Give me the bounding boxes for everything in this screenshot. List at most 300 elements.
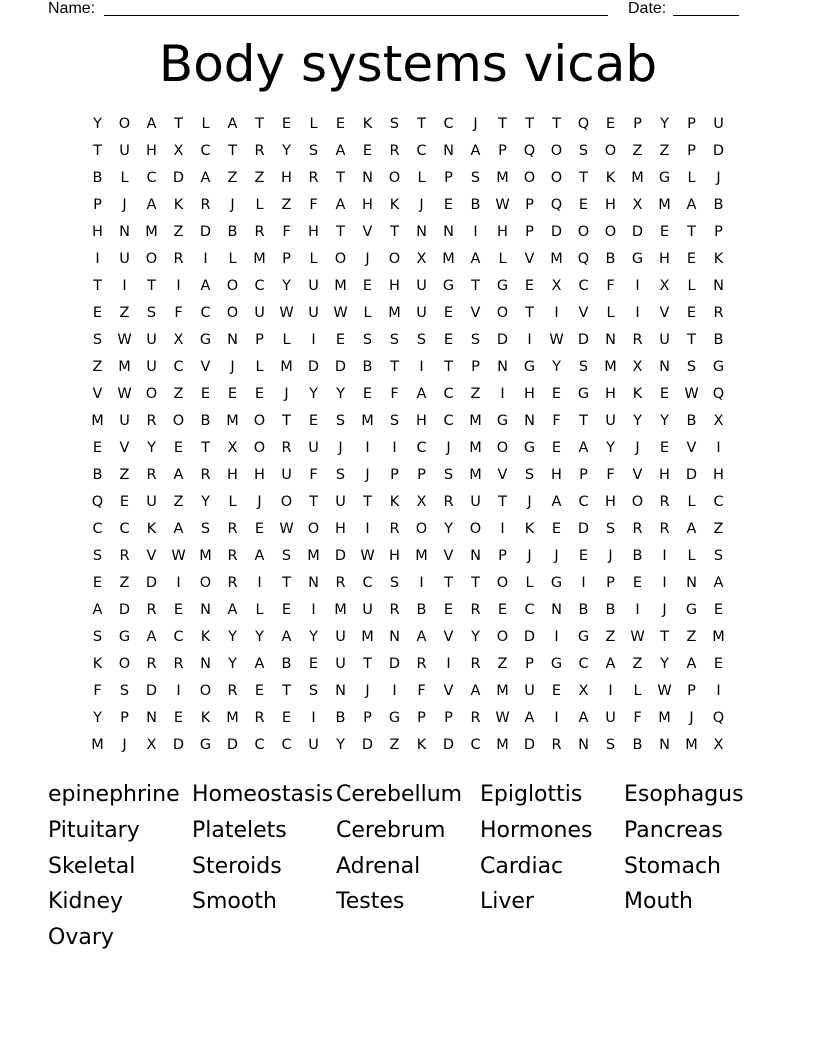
grid-letter[interactable]: G <box>712 359 725 375</box>
grid-letter[interactable]: D <box>334 548 347 564</box>
grid-letter[interactable]: A <box>146 116 157 132</box>
grid-letter[interactable]: I <box>635 305 640 321</box>
grid-letter[interactable]: E <box>119 494 130 510</box>
grid-letter[interactable]: S <box>308 683 319 699</box>
grid-letter[interactable]: E <box>362 143 373 159</box>
grid-letter[interactable]: O <box>388 251 401 267</box>
grid-letter[interactable]: J <box>662 602 667 618</box>
grid-letter[interactable]: H <box>389 548 400 564</box>
grid-letter[interactable]: Y <box>471 629 480 645</box>
grid-letter[interactable]: Z <box>686 629 697 645</box>
grid-letter[interactable]: R <box>254 143 265 159</box>
grid-letter[interactable]: D <box>226 737 239 753</box>
grid-letter[interactable]: J <box>419 197 424 213</box>
grid-letter[interactable]: E <box>173 710 184 726</box>
grid-letter[interactable]: R <box>254 710 265 726</box>
grid-letter[interactable]: Y <box>93 116 102 132</box>
grid-letter[interactable]: E <box>443 305 454 321</box>
grid-letter[interactable]: M <box>496 683 509 699</box>
grid-letter[interactable]: T <box>228 143 237 159</box>
grid-letter[interactable]: Z <box>497 656 508 672</box>
grid-letter[interactable]: Q <box>91 494 104 510</box>
grid-letter[interactable]: X <box>173 143 184 159</box>
grid-letter[interactable]: X <box>632 359 643 375</box>
grid-letter[interactable]: I <box>419 575 424 591</box>
grid-letter[interactable]: A <box>416 629 427 645</box>
grid-letter[interactable]: W <box>684 386 699 402</box>
grid-letter[interactable]: E <box>281 602 292 618</box>
grid-letter[interactable]: Y <box>255 629 264 645</box>
grid-letter[interactable]: E <box>659 386 670 402</box>
grid-letter[interactable]: T <box>255 116 264 132</box>
grid-letter[interactable]: C <box>713 494 724 510</box>
grid-letter[interactable]: N <box>524 413 535 429</box>
grid-letter[interactable]: S <box>92 629 103 645</box>
grid-letter[interactable]: N <box>119 224 130 240</box>
grid-letter[interactable]: R <box>659 521 670 537</box>
grid-letter[interactable]: E <box>497 602 508 618</box>
grid-letter[interactable]: U <box>119 143 130 159</box>
grid-letter[interactable]: X <box>146 737 157 753</box>
grid-letter[interactable]: O <box>118 116 131 132</box>
grid-letter[interactable]: G <box>685 602 698 618</box>
grid-letter[interactable]: L <box>282 332 291 348</box>
grid-letter[interactable]: E <box>227 386 238 402</box>
grid-letter[interactable]: T <box>687 224 696 240</box>
grid-letter[interactable]: M <box>226 413 239 429</box>
grid-letter[interactable]: I <box>635 602 640 618</box>
grid-letter[interactable]: A <box>254 548 265 564</box>
grid-letter[interactable]: P <box>525 224 534 240</box>
grid-letter[interactable]: I <box>392 440 397 456</box>
grid-letter[interactable]: H <box>605 494 616 510</box>
grid-letter[interactable]: U <box>308 737 319 753</box>
grid-letter[interactable]: T <box>390 359 399 375</box>
grid-letter[interactable]: O <box>199 575 212 591</box>
grid-letter[interactable]: P <box>687 683 696 699</box>
grid-letter[interactable]: W <box>495 710 510 726</box>
grid-letter[interactable]: Q <box>550 197 563 213</box>
grid-letter[interactable]: I <box>365 521 370 537</box>
grid-letter[interactable]: A <box>146 197 157 213</box>
grid-letter[interactable]: O <box>415 521 428 537</box>
grid-letter[interactable]: M <box>469 413 482 429</box>
grid-letter[interactable]: C <box>470 737 481 753</box>
grid-letter[interactable]: G <box>118 629 131 645</box>
grid-letter[interactable]: S <box>200 521 211 537</box>
grid-letter[interactable]: B <box>92 467 103 483</box>
grid-letter[interactable]: G <box>199 737 212 753</box>
grid-letter[interactable]: X <box>416 251 427 267</box>
grid-letter[interactable]: P <box>255 332 264 348</box>
grid-letter[interactable]: B <box>686 413 697 429</box>
grid-letter[interactable]: I <box>203 251 208 267</box>
grid-letter[interactable]: C <box>578 494 589 510</box>
grid-letter[interactable]: V <box>443 548 454 564</box>
grid-letter[interactable]: T <box>390 224 399 240</box>
grid-letter[interactable]: R <box>308 170 319 186</box>
grid-letter[interactable]: Q <box>577 116 590 132</box>
grid-letter[interactable]: Z <box>173 386 184 402</box>
grid-letter[interactable]: B <box>605 251 616 267</box>
grid-letter[interactable]: I <box>122 278 127 294</box>
grid-letter[interactable]: P <box>687 116 696 132</box>
grid-letter[interactable]: R <box>632 332 643 348</box>
grid-letter[interactable]: P <box>120 710 129 726</box>
grid-letter[interactable]: E <box>659 440 670 456</box>
grid-letter[interactable]: W <box>657 683 672 699</box>
grid-letter[interactable]: T <box>309 494 318 510</box>
grid-letter[interactable]: H <box>713 467 724 483</box>
grid-letter[interactable]: J <box>689 710 694 726</box>
grid-letter[interactable]: N <box>470 548 481 564</box>
grid-letter[interactable]: K <box>605 170 616 186</box>
grid-letter[interactable]: T <box>282 683 291 699</box>
grid-letter[interactable]: C <box>173 629 184 645</box>
grid-letter[interactable]: S <box>713 548 724 564</box>
grid-letter[interactable]: U <box>470 494 481 510</box>
grid-letter[interactable]: V <box>200 359 211 375</box>
grid-letter[interactable]: P <box>390 467 399 483</box>
grid-letter[interactable]: I <box>554 629 559 645</box>
grid-letter[interactable]: X <box>578 683 589 699</box>
grid-letter[interactable]: L <box>525 575 534 591</box>
grid-letter[interactable]: E <box>686 305 697 321</box>
grid-letter[interactable]: S <box>389 413 400 429</box>
grid-letter[interactable]: D <box>442 737 455 753</box>
grid-letter[interactable]: K <box>362 116 373 132</box>
grid-letter[interactable]: J <box>122 737 127 753</box>
grid-letter[interactable]: M <box>631 170 644 186</box>
grid-letter[interactable]: H <box>92 224 103 240</box>
grid-letter[interactable]: C <box>146 170 157 186</box>
grid-letter[interactable]: P <box>417 467 426 483</box>
grid-letter[interactable]: I <box>365 440 370 456</box>
grid-letter[interactable]: L <box>255 197 264 213</box>
grid-letter[interactable]: E <box>335 116 346 132</box>
grid-letter[interactable]: R <box>389 521 400 537</box>
grid-letter[interactable]: X <box>173 332 184 348</box>
grid-letter[interactable]: S <box>389 332 400 348</box>
grid-letter[interactable]: R <box>200 197 211 213</box>
grid-letter[interactable]: O <box>334 251 347 267</box>
grid-letter[interactable]: Z <box>632 656 643 672</box>
grid-letter[interactable]: R <box>227 548 238 564</box>
grid-letter[interactable]: A <box>92 602 103 618</box>
grid-letter[interactable]: R <box>470 656 481 672</box>
grid-letter[interactable]: R <box>173 656 184 672</box>
grid-letter[interactable]: N <box>227 332 238 348</box>
grid-letter[interactable]: K <box>173 197 184 213</box>
grid-letter[interactable]: L <box>606 305 615 321</box>
grid-letter[interactable]: I <box>176 575 181 591</box>
grid-letter[interactable]: I <box>527 332 532 348</box>
grid-letter[interactable]: O <box>550 143 563 159</box>
grid-letter[interactable]: J <box>446 440 451 456</box>
grid-letter[interactable]: S <box>362 332 373 348</box>
grid-letter[interactable]: X <box>227 440 238 456</box>
grid-letter[interactable]: K <box>389 494 400 510</box>
grid-letter[interactable]: S <box>308 143 319 159</box>
grid-letter[interactable]: X <box>659 278 670 294</box>
grid-letter[interactable]: Z <box>713 521 724 537</box>
grid-letter[interactable]: V <box>659 305 670 321</box>
name-blank-line[interactable] <box>104 0 608 16</box>
grid-letter[interactable]: M <box>469 467 482 483</box>
grid-letter[interactable]: R <box>146 413 157 429</box>
grid-letter[interactable]: T <box>579 170 588 186</box>
grid-letter[interactable]: D <box>145 683 158 699</box>
grid-letter[interactable]: P <box>471 359 480 375</box>
grid-letter[interactable]: T <box>498 116 507 132</box>
grid-letter[interactable]: L <box>255 359 264 375</box>
grid-letter[interactable]: A <box>470 683 481 699</box>
grid-letter[interactable]: V <box>470 305 481 321</box>
grid-letter[interactable]: J <box>473 116 478 132</box>
grid-letter[interactable]: Z <box>281 197 292 213</box>
grid-letter[interactable]: R <box>470 602 481 618</box>
grid-letter[interactable]: C <box>200 305 211 321</box>
grid-letter[interactable]: U <box>659 332 670 348</box>
grid-letter[interactable]: F <box>633 710 642 726</box>
grid-letter[interactable]: I <box>311 332 316 348</box>
grid-letter[interactable]: A <box>686 521 697 537</box>
grid-letter[interactable]: M <box>658 197 671 213</box>
grid-letter[interactable]: G <box>523 440 536 456</box>
grid-letter[interactable]: P <box>363 710 372 726</box>
grid-letter[interactable]: W <box>279 305 294 321</box>
grid-letter[interactable]: Y <box>606 440 615 456</box>
grid-letter[interactable]: F <box>552 413 561 429</box>
grid-letter[interactable]: D <box>118 602 131 618</box>
grid-letter[interactable]: U <box>416 305 427 321</box>
grid-letter[interactable]: M <box>91 413 104 429</box>
grid-letter[interactable]: E <box>173 440 184 456</box>
grid-letter[interactable]: E <box>92 440 103 456</box>
grid-letter[interactable]: C <box>254 278 265 294</box>
grid-letter[interactable]: E <box>173 602 184 618</box>
grid-letter[interactable]: M <box>550 251 563 267</box>
grid-letter[interactable]: U <box>335 629 346 645</box>
grid-letter[interactable]: H <box>605 197 616 213</box>
grid-letter[interactable]: P <box>444 710 453 726</box>
grid-letter[interactable]: T <box>579 413 588 429</box>
grid-letter[interactable]: O <box>172 413 185 429</box>
grid-letter[interactable]: C <box>362 575 373 591</box>
grid-letter[interactable]: R <box>659 494 670 510</box>
grid-letter[interactable]: I <box>662 548 667 564</box>
grid-letter[interactable]: O <box>604 224 617 240</box>
grid-letter[interactable]: E <box>632 575 643 591</box>
grid-letter[interactable]: B <box>713 332 724 348</box>
grid-letter[interactable]: M <box>496 737 509 753</box>
grid-letter[interactable]: H <box>659 251 670 267</box>
grid-letter[interactable]: D <box>199 224 212 240</box>
grid-letter[interactable]: N <box>659 737 670 753</box>
grid-letter[interactable]: Q <box>523 143 536 159</box>
grid-letter[interactable]: J <box>554 548 559 564</box>
grid-letter[interactable]: S <box>92 332 103 348</box>
grid-letter[interactable]: B <box>362 359 373 375</box>
grid-letter[interactable]: T <box>363 494 372 510</box>
grid-letter[interactable]: Y <box>444 521 453 537</box>
grid-letter[interactable]: D <box>523 737 536 753</box>
grid-letter[interactable]: P <box>282 251 291 267</box>
grid-letter[interactable]: E <box>443 602 454 618</box>
grid-letter[interactable]: L <box>309 116 318 132</box>
grid-letter[interactable]: G <box>496 413 509 429</box>
grid-letter[interactable]: M <box>442 251 455 267</box>
grid-letter[interactable]: D <box>334 359 347 375</box>
grid-letter[interactable]: S <box>416 332 427 348</box>
grid-letter[interactable]: O <box>253 413 266 429</box>
date-blank-line[interactable] <box>673 0 739 16</box>
grid-letter[interactable]: B <box>200 413 211 429</box>
grid-letter[interactable]: Z <box>227 170 238 186</box>
grid-letter[interactable]: N <box>416 224 427 240</box>
grid-letter[interactable]: O <box>145 251 158 267</box>
grid-letter[interactable]: E <box>578 197 589 213</box>
grid-letter[interactable]: L <box>120 170 129 186</box>
grid-letter[interactable]: J <box>365 683 370 699</box>
grid-letter[interactable]: P <box>498 143 507 159</box>
grid-letter[interactable]: E <box>308 413 319 429</box>
grid-letter[interactable]: H <box>254 467 265 483</box>
grid-letter[interactable]: V <box>443 629 454 645</box>
grid-letter[interactable]: N <box>443 143 454 159</box>
grid-letter[interactable]: M <box>199 548 212 564</box>
grid-letter[interactable]: K <box>200 710 211 726</box>
grid-letter[interactable]: R <box>227 521 238 537</box>
grid-letter[interactable]: Y <box>201 494 210 510</box>
grid-letter[interactable]: A <box>578 440 589 456</box>
grid-letter[interactable]: I <box>554 305 559 321</box>
grid-letter[interactable]: O <box>550 170 563 186</box>
grid-letter[interactable]: S <box>443 467 454 483</box>
grid-letter[interactable]: O <box>280 494 293 510</box>
grid-letter[interactable]: U <box>335 494 346 510</box>
grid-letter[interactable]: Q <box>712 710 725 726</box>
grid-letter[interactable]: S <box>578 143 589 159</box>
grid-letter[interactable]: M <box>307 548 320 564</box>
grid-letter[interactable]: P <box>93 197 102 213</box>
grid-letter[interactable]: Y <box>660 413 669 429</box>
grid-letter[interactable]: O <box>226 278 239 294</box>
grid-letter[interactable]: P <box>444 170 453 186</box>
grid-letter[interactable]: H <box>362 197 373 213</box>
grid-letter[interactable]: V <box>497 467 508 483</box>
grid-letter[interactable]: N <box>659 359 670 375</box>
grid-letter[interactable]: P <box>633 116 642 132</box>
grid-letter[interactable]: S <box>686 359 697 375</box>
grid-letter[interactable]: U <box>119 413 130 429</box>
grid-letter[interactable]: F <box>390 386 399 402</box>
grid-letter[interactable]: T <box>660 629 669 645</box>
grid-letter[interactable]: E <box>308 656 319 672</box>
grid-letter[interactable]: V <box>146 548 157 564</box>
grid-letter[interactable]: N <box>713 278 724 294</box>
grid-letter[interactable]: S <box>146 305 157 321</box>
grid-letter[interactable]: F <box>282 224 291 240</box>
grid-letter[interactable]: V <box>578 305 589 321</box>
grid-letter[interactable]: I <box>311 710 316 726</box>
grid-letter[interactable]: J <box>257 494 262 510</box>
grid-letter[interactable]: P <box>525 656 534 672</box>
grid-letter[interactable]: C <box>416 143 427 159</box>
grid-letter[interactable]: U <box>416 278 427 294</box>
grid-letter[interactable]: R <box>281 440 292 456</box>
grid-letter[interactable]: U <box>146 332 157 348</box>
grid-letter[interactable]: M <box>361 629 374 645</box>
grid-letter[interactable]: Z <box>470 386 481 402</box>
grid-letter[interactable]: W <box>495 197 510 213</box>
grid-letter[interactable]: A <box>335 197 346 213</box>
grid-letter[interactable]: K <box>389 197 400 213</box>
grid-letter[interactable]: G <box>577 386 590 402</box>
grid-letter[interactable]: A <box>173 521 184 537</box>
grid-letter[interactable]: C <box>254 737 265 753</box>
grid-letter[interactable]: Z <box>92 359 103 375</box>
grid-letter[interactable]: W <box>279 521 294 537</box>
grid-letter[interactable]: F <box>606 467 615 483</box>
grid-letter[interactable]: N <box>686 575 697 591</box>
grid-letter[interactable]: C <box>578 656 589 672</box>
grid-letter[interactable]: W <box>360 548 375 564</box>
grid-letter[interactable]: E <box>443 332 454 348</box>
grid-letter[interactable]: I <box>419 359 424 375</box>
grid-letter[interactable]: L <box>687 494 696 510</box>
grid-letter[interactable]: A <box>551 494 562 510</box>
grid-letter[interactable]: J <box>122 197 127 213</box>
grid-letter[interactable]: A <box>200 278 211 294</box>
grid-letter[interactable]: S <box>335 467 346 483</box>
grid-letter[interactable]: R <box>227 575 238 591</box>
grid-letter[interactable]: F <box>174 305 183 321</box>
grid-letter[interactable]: C <box>524 602 535 618</box>
grid-letter[interactable]: I <box>500 386 505 402</box>
grid-letter[interactable]: I <box>662 575 667 591</box>
grid-letter[interactable]: O <box>496 440 509 456</box>
grid-letter[interactable]: I <box>176 278 181 294</box>
grid-letter[interactable]: Q <box>712 386 725 402</box>
grid-letter[interactable]: O <box>631 494 644 510</box>
grid-letter[interactable]: U <box>281 467 292 483</box>
grid-letter[interactable]: E <box>92 305 103 321</box>
grid-letter[interactable]: J <box>230 197 235 213</box>
grid-letter[interactable]: Z <box>173 494 184 510</box>
grid-letter[interactable]: X <box>713 413 724 429</box>
grid-letter[interactable]: F <box>606 278 615 294</box>
grid-letter[interactable]: E <box>578 548 589 564</box>
grid-letter[interactable]: S <box>389 575 400 591</box>
grid-letter[interactable]: W <box>117 386 132 402</box>
grid-letter[interactable]: O <box>253 440 266 456</box>
grid-letter[interactable]: I <box>608 683 613 699</box>
grid-letter[interactable]: X <box>713 737 724 753</box>
grid-letter[interactable]: N <box>578 737 589 753</box>
grid-letter[interactable]: M <box>604 359 617 375</box>
grid-letter[interactable]: T <box>201 440 210 456</box>
grid-letter[interactable]: Z <box>119 305 130 321</box>
grid-letter[interactable]: P <box>498 548 507 564</box>
grid-letter[interactable]: G <box>199 332 212 348</box>
grid-letter[interactable]: A <box>470 251 481 267</box>
grid-letter[interactable]: F <box>93 683 102 699</box>
grid-letter[interactable]: V <box>632 467 643 483</box>
grid-letter[interactable]: E <box>254 386 265 402</box>
grid-letter[interactable]: J <box>365 467 370 483</box>
grid-letter[interactable]: E <box>362 386 373 402</box>
